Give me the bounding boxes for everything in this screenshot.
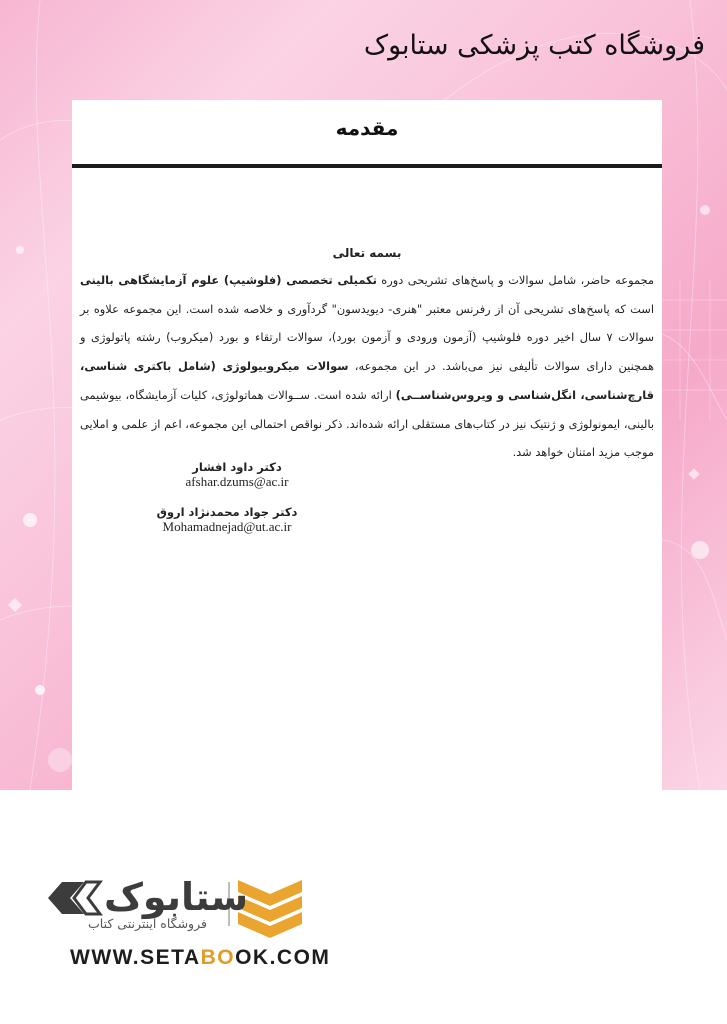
store-url — [70, 946, 330, 970]
url-prefix: WWW.SETA — [70, 946, 201, 969]
author-email: afshar.dzums@ac.ir — [185, 474, 289, 489]
title-divider — [72, 164, 662, 168]
logo-subtitle: فروشگاه اینترنتی کتاب — [88, 916, 207, 931]
author-name: دکتر داود افشار — [192, 460, 282, 474]
intro-text: است که پاسخ‌های تشریحی آن از رفرنس معتبر "هنری- دیویدسون" گردآوری و خلاصه شده است. این مجموعه علاوه بر سوالات ۷ سال اخیر دوره فلوشیپ (آزمون ورودی و آزمون بورد)، سوالات ارتقاء و بورد (میکروب) رشته پاتولوژی و همچنین دارای سوالات تألیفی نیز می‌باشد. در این مجموعه، — [80, 301, 655, 374]
basmala-heading: بسمه تعالی — [332, 246, 402, 260]
url-suffix: OK.COM — [235, 946, 331, 969]
intro-paragraph — [80, 266, 654, 467]
logo-wordmark: ستابوک — [104, 875, 249, 919]
intro-bold-topics: سوالات میکروبیولوژی (شامل باکتری شناسی، قارچ‌شناسی، انگل‌شناسی و ویروس‌شناســی) — [80, 359, 655, 402]
store-title: فروشگاه کتب پزشکی ستابوک — [363, 30, 705, 61]
author-signature — [142, 460, 332, 490]
intro-text: مجموعه حاضر، شامل سوالات و پاسخ‌های تشریحی دوره — [376, 273, 654, 287]
document-page — [72, 100, 662, 790]
url-highlight: BO — [200, 946, 236, 969]
author-email: Mohamadnejad@ut.ac.ir — [162, 519, 292, 534]
author-signature — [132, 505, 322, 535]
intro-bold-program: تکمیلی تخصصی (فلوشیپ) علوم آزمایشگاهی بالینی — [80, 273, 377, 287]
author-name: دکتر جواد محمدنژاد اروق — [156, 505, 298, 519]
page-title: مقدمه — [335, 116, 399, 140]
intro-text: ارائه شده است. ســوالات هماتولوژی، کلیات آزمایشگاه، بیوشیمی بالینی، ایمونولوژی و ژنتیک نیز در کتاب‌های مستقلی ارائه شده‌اند. ذکر نواقص احتمالی این مجموعه، اعم از علمی و املایی موجب مزید امتنان خواهد شد. — [80, 387, 654, 460]
